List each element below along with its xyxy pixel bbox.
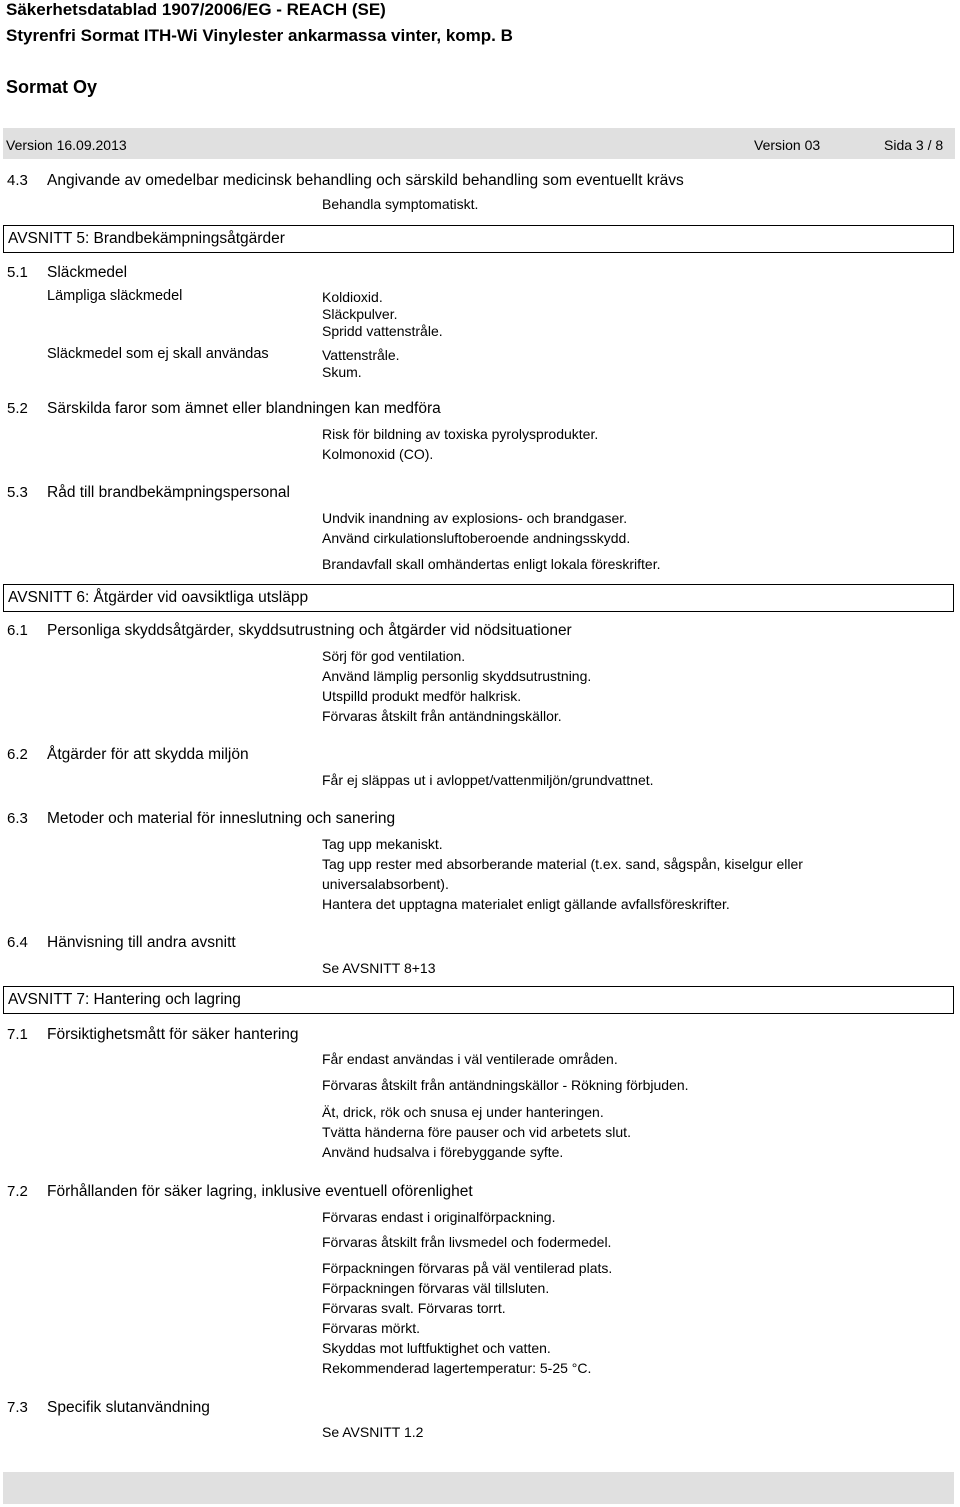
document-title: Säkerhetsdatablad 1907/2006/EG - REACH (SE) [6,0,386,19]
field-value: Förvaras mörkt. [322,1320,421,1336]
field-value: Förpackningen förvaras väl tillsluten. [322,1280,550,1296]
section-value: Behandla symptomatiskt. [322,196,479,212]
section-title: Metoder och material för inneslutning och sanering [47,810,396,827]
field-value: universalabsorbent). [322,876,449,892]
field-value: Koldioxid. [322,289,383,305]
field-value: Får ej släppas ut i avloppet/vattenmiljön/grundvattnet. [322,772,654,788]
section-number: 7.2 [7,1183,28,1200]
section-title: Angivande av omedelbar medicinsk behandling och särskild behandling som eventuellt krävs [47,172,684,189]
section-title: Särskilda faror som ämnet eller blandningen kan medföra [47,400,441,417]
section-number: 5.2 [7,400,28,417]
field-label: Släckmedel som ej skall användas [47,346,269,362]
page-number: Sida 3 / 8 [884,137,944,153]
field-value: Ät, drick, rök och snusa ej under hanteringen. [322,1104,604,1120]
field-value: Släckpulver. [322,306,398,322]
field-value: Förvaras endast i originalförpackning. [322,1209,556,1225]
section-title: Specifik slutanvändning [47,1399,210,1416]
section-title: Förhållanden för säker lagring, inklusive eventuell oförenlighet [47,1183,473,1200]
section-number: 5.1 [7,264,28,281]
section-title: Släckmedel [47,264,128,281]
section-title: Råd till brandbekämpningspersonal [47,484,290,501]
field-value: Använd hudsalva i förebyggande syfte. [322,1144,564,1160]
field-value: Förvaras åtskilt från antändningskällor - Rökning förbjuden. [322,1077,689,1093]
section-number: 7.1 [7,1026,28,1043]
section-number: 5.3 [7,484,28,501]
section-heading-box [3,225,954,253]
footer-bar [3,1472,954,1504]
field-value: Använd cirkulationsluftoberoende andningsskydd. [322,530,631,546]
section-title: Åtgärder för att skydda miljön [47,746,249,763]
product-name: Styrenfri Sormat ITH-Wi Vinylester ankarmassa vinter, komp. B [6,26,513,45]
field-value: Vattenstråle. [322,347,400,363]
section-number: 6.4 [7,934,28,951]
field-value: Förvaras åtskilt från antändningskällor. [322,708,562,724]
field-value: Skyddas mot luftfuktighet och vatten. [322,1340,551,1356]
field-value: Förvaras åtskilt från livsmedel och fodermedel. [322,1234,612,1250]
field-value: Hantera det upptagna materialet enligt gällande avfallsföreskrifter. [322,896,730,912]
field-value: Förvaras svalt. Förvaras torrt. [322,1300,506,1316]
version-number: Version 03 [754,137,821,153]
section-title: Hänvisning till andra avsnitt [47,934,236,951]
section-heading: AVSNITT 7: Hantering och lagring [8,991,241,1008]
field-value: Spridd vattenstråle. [322,323,443,339]
field-value: Brandavfall skall omhändertas enligt lokala föreskrifter. [322,556,661,572]
section-number: 6.3 [7,810,28,827]
field-value: Använd lämplig personlig skyddsutrustning. [322,668,592,684]
field-value: Se AVSNITT 1.2 [322,1424,424,1440]
field-value: Tag upp mekaniskt. [322,836,443,852]
field-value: Risk för bildning av toxiska pyrolysprodukter. [322,426,599,442]
section-number: 6.2 [7,746,28,763]
field-value: Skum. [322,364,362,380]
section-number: 7.3 [7,1399,28,1416]
field-value: Utspilld produkt medför halkrisk. [322,688,522,704]
section-number: 6.1 [7,622,28,639]
section-number: 4.3 [7,172,28,189]
field-value: Får endast användas i väl ventilerade områden. [322,1051,618,1067]
field-value: Undvik inandning av explosions- och brandgaser. [322,510,628,526]
field-value: Tag upp rester med absorberande material (t.ex. sand, sågspån, kiselgur eller [322,856,803,872]
field-label: Lämpliga släckmedel [47,288,183,304]
section-title: Försiktighetsmått för säker hantering [47,1026,299,1043]
company-name: Sormat Oy [6,77,98,97]
section-heading-box [3,584,954,612]
field-value: Kolmonoxid (CO). [322,446,434,462]
field-value: Se AVSNITT 8+13 [322,960,436,976]
field-value: Tvätta händerna före pauser och vid arbetets slut. [322,1124,631,1140]
section-heading: AVSNITT 6: Åtgärder vid oavsiktliga utsläpp [8,589,309,606]
section-title: Personliga skyddsåtgärder, skyddsutrustning och åtgärder vid nödsituationer [47,622,572,639]
section-heading-box [3,986,954,1014]
version-date: Version 16.09.2013 [6,137,127,153]
section-heading: AVSNITT 5: Brandbekämpningsåtgärder [8,230,285,247]
field-value: Förpackningen förvaras på väl ventilerad plats. [322,1260,613,1276]
field-value: Sörj för god ventilation. [322,648,466,664]
field-value: Rekommenderad lagertemperatur: 5-25 °C. [322,1360,592,1376]
